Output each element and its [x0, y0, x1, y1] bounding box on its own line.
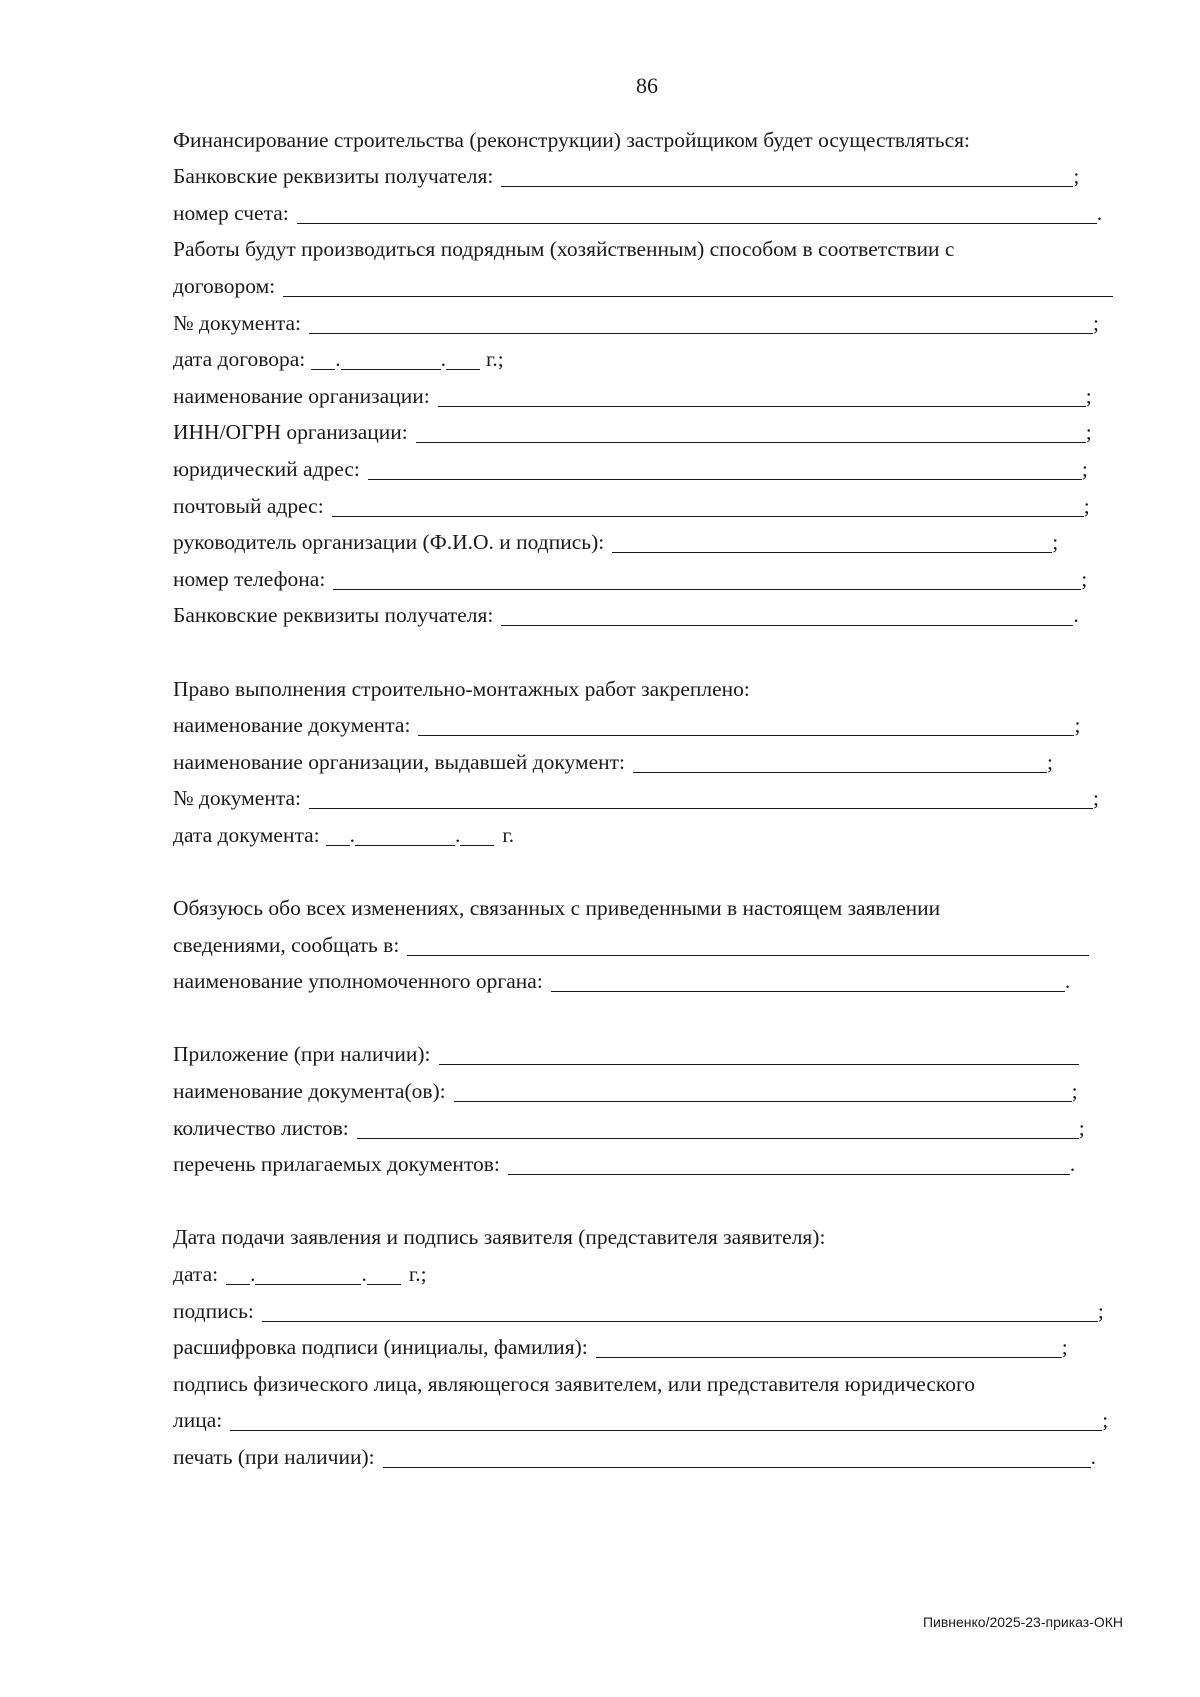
attachment-sheets-row: количество листов: ;: [173, 1115, 1085, 1140]
works-bank-details-field[interactable]: [501, 605, 1073, 626]
document-footer-id: Пивненко/2025-23-приказ-ОКН: [922, 1614, 1123, 1630]
works-org-name-row: наименование организации: ;: [173, 383, 1092, 408]
works-bank-details-label: Банковские реквизиты получателя:: [173, 603, 494, 628]
attachment-doc-names-label: наименование документа(ов):: [173, 1079, 446, 1104]
rights-heading: Право выполнения строительно-монтажных работ закреплено:: [173, 676, 750, 701]
signature-date-year-field[interactable]: [367, 1264, 401, 1285]
attachment-label: Приложение (при наличии):: [173, 1042, 431, 1067]
financing-bank-details-row: Банковские реквизиты получателя: ;: [173, 164, 1080, 189]
signature-person-label: лица:: [173, 1408, 223, 1433]
attachment-row: [173, 1035, 1123, 1072]
obligation-report-label: сведениями, сообщать в:: [173, 932, 400, 957]
rights-doc-number-label: № документа:: [173, 786, 302, 811]
works-head-field[interactable]: [612, 532, 1052, 553]
financing-account-row: номер счета: .: [173, 200, 1103, 225]
financing-bank-details-field[interactable]: [501, 166, 1073, 187]
signature-person-intro: подпись физического лица, являющегося заявителем, или представителя юридического: [173, 1371, 976, 1396]
attachment-doc-names-row: наименование документа(ов): ;: [173, 1079, 1078, 1104]
attachment-sheets-label: количество листов:: [173, 1115, 349, 1140]
works-phone-row: номер телефона: ;: [173, 566, 1088, 591]
rights-doc-date-row: дата документа: . . г.: [173, 822, 515, 847]
attachment-sheets-field[interactable]: [357, 1118, 1079, 1139]
obligation-report-row: [173, 925, 1123, 962]
works-phone-field[interactable]: [333, 569, 1081, 590]
rights-date-year-field[interactable]: [460, 825, 494, 846]
works-phone-label: номер телефона:: [173, 566, 326, 591]
attachment-list-row: перечень прилагаемых документов: .: [173, 1152, 1076, 1177]
attachment-list-field[interactable]: [508, 1154, 1070, 1175]
signature-decoding-row: расшифровка подписи (инициалы, фамилия): ;: [173, 1335, 1068, 1360]
rights-issuer-row: наименование организации, выдавшей документ: ;: [173, 749, 1053, 774]
signature-decoding-label: расшифровка подписи (инициалы, фамилия):: [173, 1335, 588, 1360]
obligation-report-field[interactable]: [407, 935, 1089, 956]
works-postal-address-field[interactable]: [332, 496, 1084, 517]
page-number: 86: [636, 73, 658, 98]
works-doc-number-label: № документа:: [173, 310, 302, 335]
signature-field[interactable]: [262, 1301, 1098, 1322]
signature-stamp-label: печать (при наличии):: [173, 1444, 375, 1469]
works-org-name-label: наименование организации:: [173, 383, 430, 408]
works-contract-date-row: дата договора: . . г.;: [173, 347, 504, 372]
works-contract-date-label: дата договора:: [173, 347, 306, 372]
signature-date-day-field[interactable]: [226, 1264, 250, 1285]
works-doc-number-row: № документа: ;: [173, 310, 1099, 335]
works-head-row: руководитель организации (Ф.И.О. и подпись): ;: [173, 530, 1059, 555]
signature-heading: Дата подачи заявления и подпись заявителя (представителя заявителя):: [173, 1225, 826, 1250]
works-contract-label: договором:: [173, 273, 276, 298]
application-form: [173, 120, 1123, 1474]
rights-issuer-label: наименование организации, выдавшей документ:: [173, 749, 626, 774]
attachment-list-label: перечень прилагаемых документов:: [173, 1152, 500, 1177]
rights-date-month-field[interactable]: [355, 825, 455, 846]
signature-date-label: дата:: [173, 1262, 219, 1286]
works-intro: Работы будут производиться подрядным (хозяйственным) способом в соответствии с: [173, 237, 955, 262]
obligation-authority-label: наименование уполномоченного органа:: [173, 969, 543, 994]
signature-row: подпись: ;: [173, 1298, 1104, 1323]
works-legal-address-row: юридический адрес: ;: [173, 456, 1088, 481]
signature-label: подпись:: [173, 1298, 254, 1323]
works-doc-number-field[interactable]: [309, 313, 1093, 334]
attachment-doc-names-field[interactable]: [454, 1081, 1072, 1102]
signature-date-month-field[interactable]: [255, 1264, 361, 1285]
contract-date-day-field[interactable]: [311, 349, 335, 370]
works-contract-field[interactable]: [283, 276, 1113, 297]
rights-doc-date-label: дата документа:: [173, 822, 320, 847]
attachment-field[interactable]: [439, 1044, 1079, 1065]
works-head-label: руководитель организации (Ф.И.О. и подпись):: [173, 530, 605, 555]
works-legal-address-field[interactable]: [368, 459, 1082, 480]
financing-account-label: номер счета:: [173, 200, 289, 225]
works-inn-ogrn-field[interactable]: [416, 422, 1086, 443]
signature-stamp-row: печать (при наличии): .: [173, 1444, 1096, 1469]
rights-issuer-field[interactable]: [633, 752, 1047, 773]
works-inn-ogrn-label: ИНН/ОГРН организации:: [173, 420, 408, 445]
rights-doc-number-row: № документа: ;: [173, 786, 1099, 811]
rights-doc-name-field[interactable]: [418, 715, 1074, 736]
signature-stamp-field[interactable]: [383, 1447, 1091, 1468]
rights-doc-name-row: наименование документа: ;: [173, 713, 1081, 738]
works-postal-address-label: почтовый адрес:: [173, 493, 324, 518]
works-org-name-field[interactable]: [438, 386, 1086, 407]
works-postal-address-row: почтовый адрес: ;: [173, 493, 1090, 518]
contract-date-month-field[interactable]: [341, 349, 441, 370]
signature-date-row: дата: . . г.;: [173, 1262, 427, 1286]
works-legal-address-label: юридический адрес:: [173, 456, 360, 481]
works-inn-ogrn-row: ИНН/ОГРН организации: ;: [173, 420, 1092, 445]
signature-decoding-field[interactable]: [596, 1337, 1062, 1358]
obligation-authority-row: наименование уполномоченного органа: .: [173, 969, 1071, 994]
contract-date-year-field[interactable]: [446, 349, 480, 370]
signature-person-field[interactable]: [230, 1410, 1102, 1431]
works-contract-row: [173, 266, 1123, 303]
financing-heading: Финансирование строительства (реконструкции) застройщиком будет осуществляться:: [173, 127, 971, 152]
rights-doc-number-field[interactable]: [309, 788, 1093, 809]
obligation-intro: Обязуюсь обо всех изменениях, связанных с приведенными в настоящем заявлении: [173, 896, 941, 921]
rights-doc-name-label: наименование документа:: [173, 713, 411, 738]
signature-person-row: лица: ;: [173, 1408, 1109, 1433]
rights-date-day-field[interactable]: [326, 825, 350, 846]
obligation-authority-field[interactable]: [551, 971, 1065, 992]
financing-bank-details-label: Банковские реквизиты получателя:: [173, 164, 494, 189]
works-bank-details-row: Банковские реквизиты получателя: .: [173, 603, 1079, 628]
financing-account-field[interactable]: [297, 203, 1097, 224]
